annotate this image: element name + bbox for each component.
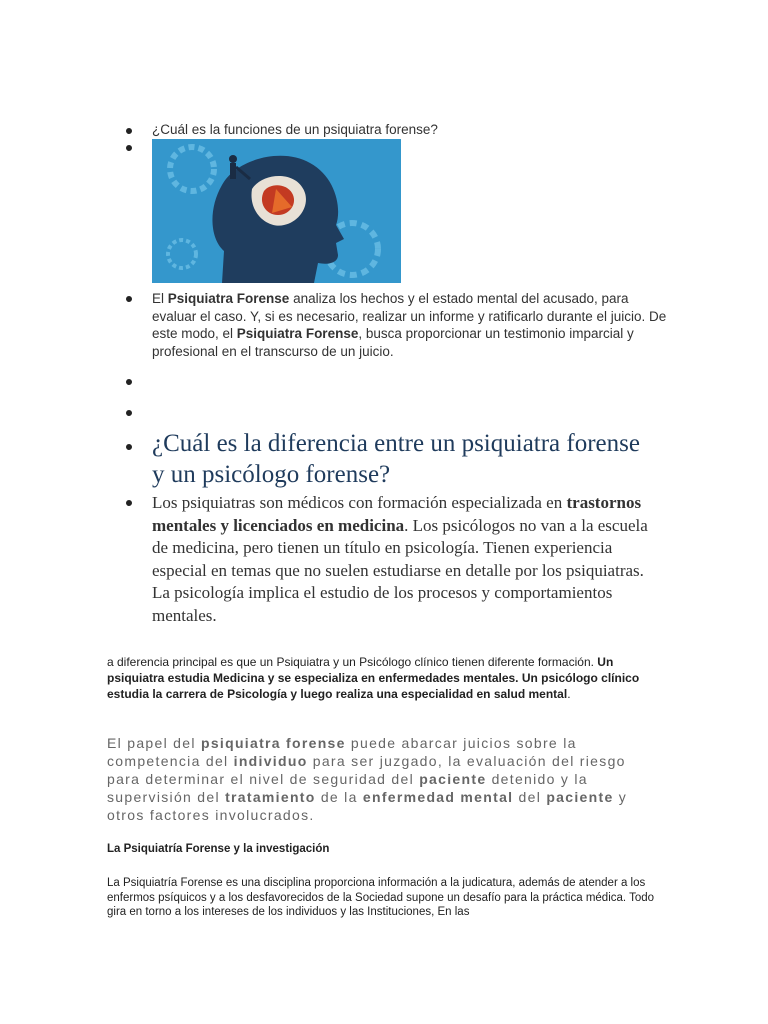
list-bullet — [126, 296, 132, 302]
forensic-role-paragraph — [107, 734, 647, 824]
bold-term: Un psiquiatra estudia Medicina y se especializa en enfermedades mentales. Un psicólogo clínico estudia la carrera de Psicología y luego realiza una especialidad en salud mental — [107, 655, 640, 701]
list-bullet — [126, 379, 132, 385]
main-difference-paragraph — [107, 654, 655, 702]
bold-term: trastornos mentales y licenciados en medicina — [152, 493, 642, 535]
text: del — [513, 789, 547, 805]
bullet-question: ¿Cuál es la funciones de un psiquiatra forense? — [152, 122, 438, 137]
investigation-paragraph: La Psiquiatría Forense es una disciplina proporciona información a la judicatura, además de atender a los enfermos psíquicos y a los desfavorecidos de la Sociedad supone un desafío para la práctica médica. Todo gira en torno a los intereses de los individuos y las Instituciones, En las — [107, 877, 655, 918]
text: de la — [315, 789, 363, 805]
section-heading: ¿Cuál es la diferencia entre un psiquiatra forense y un psicólogo forense? — [152, 430, 640, 488]
text: detenido y la supervisión del — [107, 771, 588, 805]
forensic-psychiatrist-description — [152, 290, 672, 360]
bold-term: tratamiento — [225, 789, 316, 805]
list-bullet — [126, 145, 132, 151]
forensic-psychiatry-illustration — [152, 139, 401, 283]
list-bullet — [126, 500, 132, 506]
list-bullet — [126, 410, 132, 416]
text: puede abarcar juicios sobre la competencia del — [107, 735, 577, 769]
text: Los psiquiatras son médicos con formación especializada en — [152, 493, 567, 512]
bold-term: enfermedad mental — [362, 789, 514, 805]
bold-term: paciente — [419, 771, 487, 787]
text: . — [567, 687, 571, 701]
bold-term: paciente — [546, 789, 614, 805]
subsection-heading: La Psiquiatría Forense y la investigación — [107, 843, 330, 855]
bold-term: Psiquiatra Forense — [236, 326, 359, 341]
text: a diferencia principal es que un Psiquiatra y un Psicólogo clínico tienen diferente formación. — [107, 655, 598, 669]
text: para ser juzgado, la evaluación del riesgo para determinar el nivel de seguridad del — [107, 753, 626, 787]
text: , busca proporcionar un testimonio imparcial y profesional en el transcurso de un juicio. — [152, 326, 634, 359]
bold-term: psiquiatra forense — [200, 735, 346, 751]
text: . Los psicólogos no van a la escuela de medicina, pero tienen un título en psicología. Tienen experiencia especial en temas que no suelen estudiarse en detalle por los psiquiatras. La psicología implica el estudio de los procesos y comportamientos mentales. — [152, 515, 648, 625]
difference-paragraph — [152, 492, 664, 627]
text: El — [152, 291, 168, 306]
list-bullet — [126, 444, 132, 450]
bold-term: Psiquiatra Forense — [167, 291, 290, 306]
text: analiza los hechos y el estado mental del acusado, para evaluar el caso. Y, si es necesario, realizar un informe y ratificarlo durante el juicio. De este modo, el — [152, 291, 667, 341]
text: El papel del — [107, 735, 201, 751]
list-bullet — [126, 128, 132, 134]
bold-term: individuo — [233, 753, 308, 769]
text: y otros factores involucrados. — [107, 789, 628, 823]
